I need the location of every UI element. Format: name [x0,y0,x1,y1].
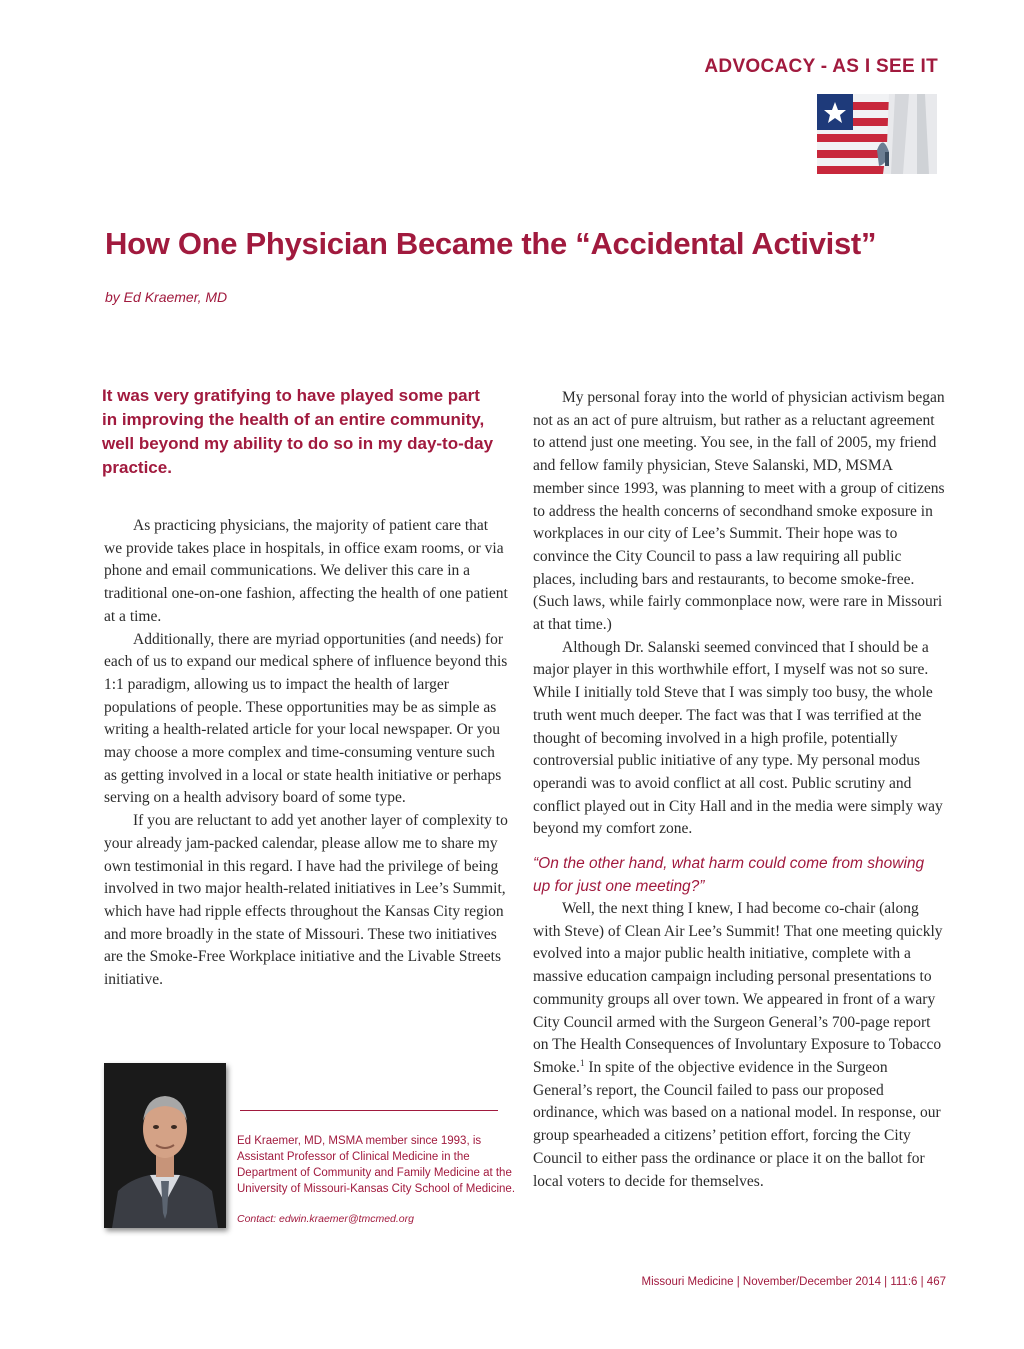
body-paragraph: As practicing physicians, the majority of patient care that we provide takes place in hospitals, in office exam rooms, or via phone and email communications. We deliver this care in a traditional one-on-one fashion, affecting the health of one patient at a time. [104,517,508,625]
author-portrait [104,1063,226,1228]
final-paragraph-start: Well, the next thing I knew, I had become co-chair (along with Steve) of Clean Air Lee’s Summit! That one meeting quickly evolved into a major public health initiative, complete with a massive education campaign including personal presentations to community groups all over town. We appeared in front of a wary City Council armed with the Surgeon General’s 700-page report on The Health Consequences of Involuntary Exposure to Tobacco Smoke. [533,900,943,1076]
page-footer: Missouri Medicine | November/December 2014 | 111:6 | 467 [641,1276,946,1288]
author-contact: Contact: edwin.kraemer@tmcmed.org [237,1213,414,1225]
body-paragraph: Additionally, there are myriad opportunities (and needs) for each of us to expand our medical sphere of influence beyond this 1:1 paradigm, allowing us to impact the health of larger populations of people. These opportunities may be as simple as writing a health-related article for your local newspaper. Or you may choose a more complex and time-consuming venture such as getting involved in a local or state health initiative or perhaps serving on a health advisory board of some type. [104,630,508,807]
body-paragraph: Although Dr. Salanski seemed convinced that I should be a major player in this worthwhile effort, I myself was not so sure. While I initially told Steve that I was simply too busy, the whole truth went much deeper. The fact was that I was terrified at the thought of becoming involved in a high profile, potentially controversial public initiative of any type. My personal modus operandi was to avoid conflict at all cost. Public scrutiny and conflict played out in City Hall and in the media were simply way beyond my comfort zone. [533,638,943,838]
final-paragraph-end: In spite of the objective evidence in the Surgeon General’s report, the Council failed to pass our proposed ordinance, which was based on a national model. In response, our group spearheaded a citizens’ petition effort, forcing the City Council to either pass the ordinance or place it on the ballot for local voters to decide for themselves. [533,1058,941,1190]
article-title: How One Physician Became the “Accidental Activist” [105,226,877,261]
flag-physician-illustration [817,94,937,174]
flag-physician-image [817,94,937,174]
body-paragraph: My personal foray into the world of physician activism began not as an act of pure altruism, but rather as a reluctant agreement to attend just one meeting. You see, in the fall of 2005, my friend and fellow family physician, Steve Salanski, MD, MSMA member since 1993, was planning to meet with a group of citizens to address the health concerns of secondhand smoke exposure in workplaces in our city of Lee’s Summit. Their hope was to convince the City Council to pass a law requiring all public places, including bars and restaurants, to become smoke-free. (Such laws, while fairly commonplace now, were rare in Missouri at that time.) [533,389,945,634]
body-paragraph: If you are reluctant to add yet another layer of complexity to your already jam-packed calendar, please allow me to share my own testimonial in this regard. I have had the privilege of being involved in two major health-related initiatives in Lee’s Summit, which have had ripple effects throughout the Kansas City region and more broadly in the state of Missouri. These two initiatives are the Smoke-Free Workplace initiative and the Livable Streets initiative. [104,812,508,989]
byline: by Ed Kraemer, MD [105,289,228,305]
left-column [104,515,510,992]
author-portrait-illustration [104,1063,226,1228]
mid-quote: “On the other hand, what harm could come from showing up for just one meeting?” [533,855,925,895]
footnote-marker: 1 [579,1057,585,1068]
bio-divider [240,1110,498,1111]
pull-quote: It was very gratifying to have played some part in improving the health of an entire community, well beyond my ability to do so in my day-to-day practice. [102,386,494,477]
right-column [533,387,945,1193]
section-label: ADVOCACY - AS I SEE IT [704,56,938,77]
author-bio: Ed Kraemer, MD, MSMA member since 1993, is Assistant Professor of Clinical Medicine in the Department of Community and Family Medicine at the University of Missouri-Kansas City School of Medicine. [237,1135,516,1195]
body-paragraph [533,898,945,1193]
